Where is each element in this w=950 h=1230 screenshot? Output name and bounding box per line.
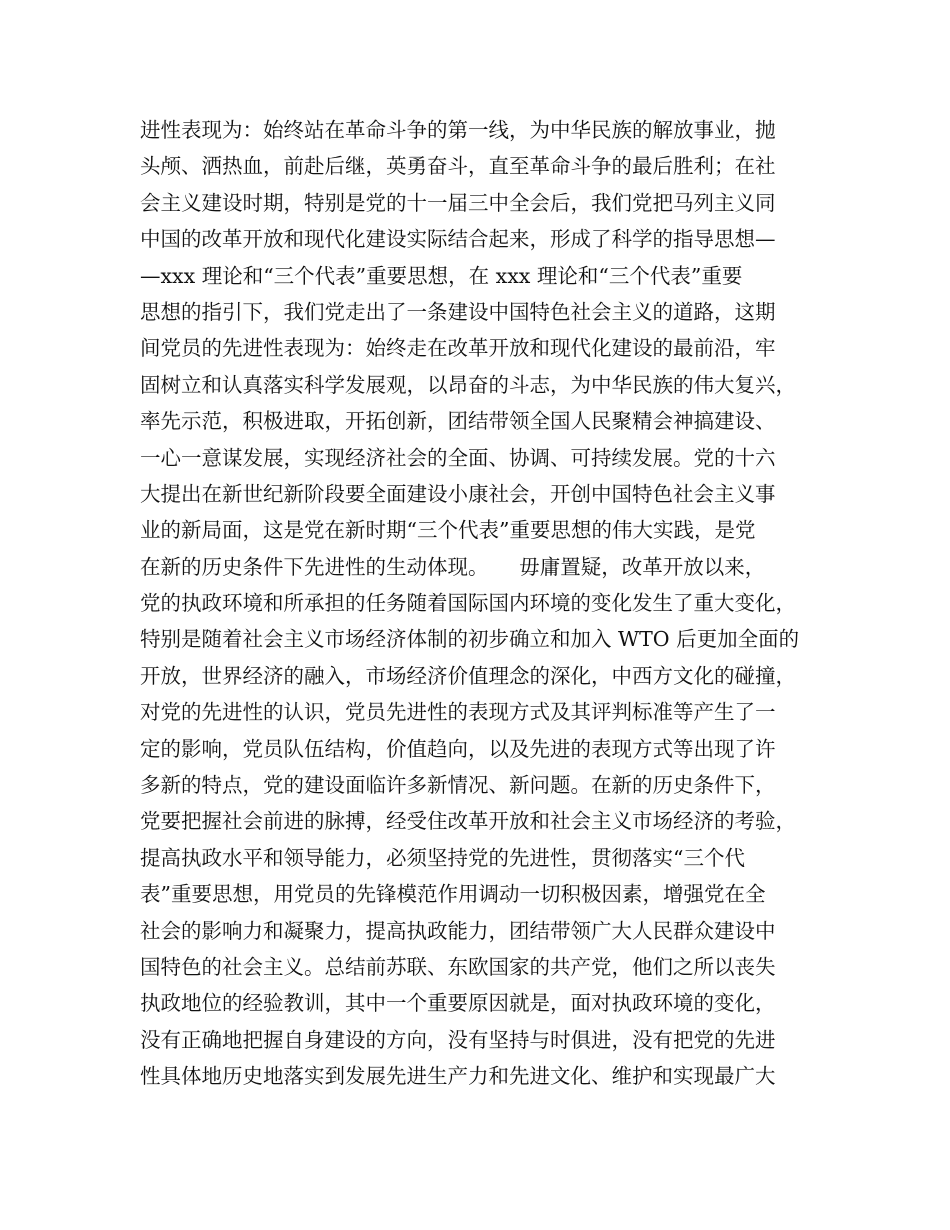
text-line: 提高执政水平和领导能力，必须坚持党的先进性，贯彻落实“三个代	[140, 845, 745, 870]
text-line: 性具体地历史地落实到发展先进生产力和先进文化、维护和实现最广大	[140, 1064, 776, 1089]
text-line: 开放，世界经济的融入，市场经济价值理念的深化，中西方文化的碰撞，	[140, 663, 796, 688]
text-line: 进性表现为：始终站在革命斗争的第一线，为中华民族的解放事业，抛	[140, 118, 776, 142]
text-line: —xxx 理论和“三个代表”重要思想，在 xxx 理论和“三个代表”重要	[140, 263, 743, 288]
text-line: 特别是随着社会主义市场经济体制的初步确立和加入 WTO 后更加全面的	[140, 627, 800, 652]
text-line: 思想的指引下，我们党走出了一条建设中国特色社会主义的道路，这期	[140, 299, 776, 324]
text-line: 一心一意谋发展，实现经济社会的全面、协调、可持续发展。党的十六	[140, 445, 776, 470]
body-text	[140, 112, 830, 1095]
text-line: 业的新局面，这是党在新时期“三个代表”重要思想的伟大实践，是党	[140, 518, 756, 543]
text-line: 固树立和认真落实科学发展观，以昂奋的斗志，为中华民族的伟大复兴，	[140, 372, 796, 397]
text-line: 执政地位的经验教训，其中一个重要原因就是，面对执政环境的变化，	[140, 991, 776, 1016]
text-line: 没有正确地把握自身建设的方向，没有坚持与时俱进，没有把党的先进	[140, 1027, 776, 1052]
text-line: 对党的先进性的认识，党员先进性的表现方式及其评判标准等产生了一	[140, 700, 776, 725]
text-line: 多新的特点，党的建设面临许多新情况、新问题。在新的历史条件下，	[140, 773, 776, 798]
text-line: 会主义建设时期，特别是党的十一届三中全会后，我们党把马列主义同	[140, 190, 776, 215]
text-line: 在新的历史条件下先进性的生动体现。 毋庸置疑，改革开放以来，	[140, 554, 766, 579]
text-line: 中国的改革开放和现代化建设实际结合起来，形成了科学的指导思想—	[140, 227, 776, 252]
text-line: 社会的影响力和凝聚力，提高执政能力，团结带领广大人民群众建设中	[140, 918, 776, 943]
text-line: 头颅、洒热血，前赴后继，英勇奋斗，直至革命斗争的最后胜利；在社	[140, 154, 776, 179]
text-line: 定的影响，党员队伍结构，价值趋向，以及先进的表现方式等出现了许	[140, 736, 776, 761]
text-line: 间党员的先进性表现为：始终走在改革开放和现代化建设的最前沿，牢	[140, 336, 776, 361]
text-line: 大提出在新世纪新阶段要全面建设小康社会，开创中国特色社会主义事	[140, 481, 776, 506]
text-line: 表”重要思想，用党员的先锋模范作用调动一切积极因素，增强党在全	[140, 882, 766, 907]
text-line: 党要把握社会前进的脉搏，经受住改革开放和社会主义市场经济的考验，	[140, 809, 796, 834]
text-line: 国特色的社会主义。总结前苏联、东欧国家的共产党，他们之所以丧失	[140, 954, 776, 979]
text-line: 率先示范，积极进取，开拓创新，团结带领全国人民聚精会神搞建设、	[140, 409, 776, 434]
text-line: 党的执政环境和所承担的任务随着国际国内环境的变化发生了重大变化，	[140, 591, 796, 616]
